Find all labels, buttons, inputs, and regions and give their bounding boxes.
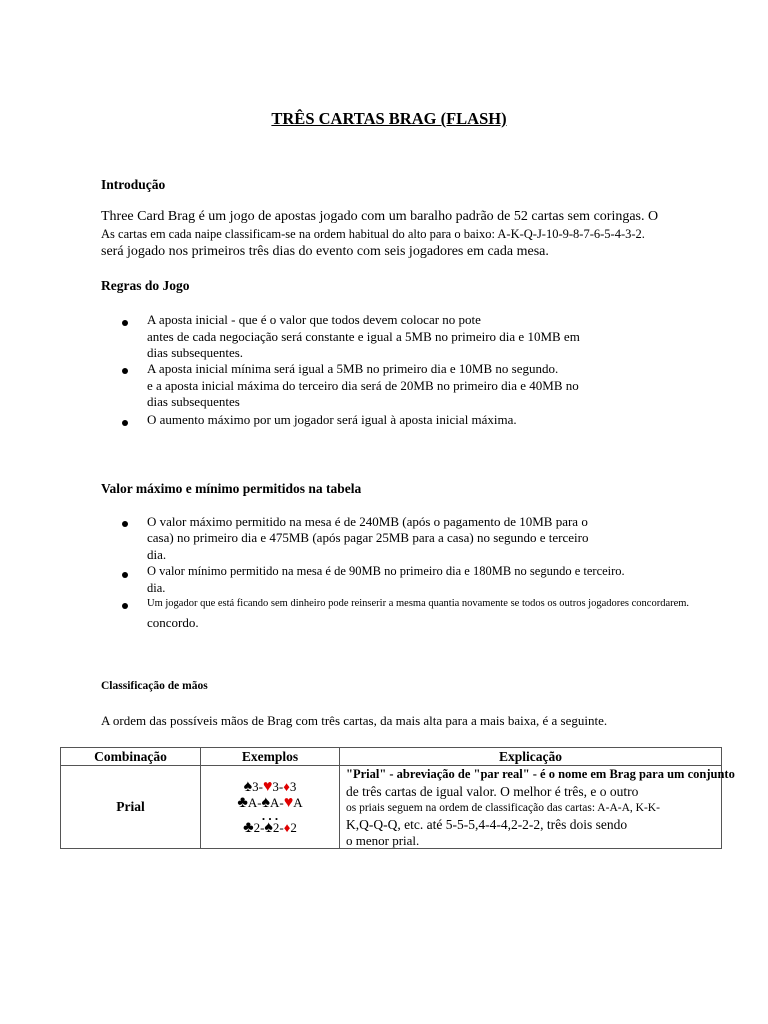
bullet-icon xyxy=(122,420,128,426)
hand-ranking-table xyxy=(60,747,735,849)
card-rank: A- xyxy=(270,794,284,810)
diamond-icon: ♦ xyxy=(283,778,290,794)
bullet-icon xyxy=(122,320,128,326)
intro-line-2: As cartas em cada naipe classificam-se na ordem habitual do alto para o baixo: A-K-Q-J-10-9-8-7-6-5-4-3-2. xyxy=(101,227,645,241)
spade-icon: ♠ xyxy=(243,777,253,795)
heart-icon: ♥ xyxy=(283,793,294,811)
card-rank: 3- xyxy=(272,778,284,794)
example-ellipsis: . . . xyxy=(261,807,279,823)
limits-bullet-3-line-2: concordo. xyxy=(147,615,199,630)
limits-heading: Valor máximo e mínimo permitidos na tabela xyxy=(101,481,362,496)
card-rank: 2- xyxy=(272,819,284,835)
rules-bullet-2-line-2: e a aposta inicial máxima do terceiro dia será de 20MB no primeiro dia e 40MB no xyxy=(147,378,579,393)
explanation-cell xyxy=(340,766,735,849)
explanation-line-5: o menor prial. xyxy=(346,833,420,848)
hands-intro: A ordem das possíveis mãos de Brag com três cartas, da mais alta para a mais baixa, é a seguinte. xyxy=(101,713,608,728)
spade-icon: ♠ xyxy=(264,818,273,836)
limits-bullet-3-line-1: Um jogador que está ficando sem dinheiro pode reinserir a mesma quantia novamente se todos os outros jogadores concordarem. xyxy=(147,598,690,609)
bullet-icon xyxy=(122,603,128,609)
page-title: TRÊS CARTAS BRAG (FLASH) xyxy=(271,109,507,128)
combo-cell: Prial xyxy=(61,766,201,849)
intro-line-1: Three Card Brag é um jogo de apostas jogado com um baralho padrão de 52 cartas sem coringas. O xyxy=(101,209,659,224)
spade-icon: ♠ xyxy=(261,793,271,811)
explanation-line-1: "Prial" - abreviação de "par real" - é o nome em Brag para um conjunto xyxy=(346,767,735,781)
explanation-line-2: de três cartas de igual valor. O melhor é três, e o outro xyxy=(346,784,639,799)
limits-bullet-2-line-1: O valor mínimo permitido na mesa é de 90MB no primeiro dia e 180MB no segundo e terceiro. xyxy=(147,564,625,578)
card-rank: 2 xyxy=(290,819,297,835)
header-combination: Combinação xyxy=(61,748,201,766)
rules-bullet-2-line-1: A aposta inicial mínima será igual a 5MB no primeiro dia e 10MB no segundo. xyxy=(147,361,559,376)
bullet-icon xyxy=(122,368,128,374)
header-examples: Exemplos xyxy=(201,748,340,766)
card-rank: A- xyxy=(247,794,262,810)
card-rank: 3 xyxy=(289,778,297,794)
bullet-icon xyxy=(122,521,128,527)
card-rank: A xyxy=(293,794,303,810)
rules-heading: Regras do Jogo xyxy=(101,278,190,293)
header-explanation: Explicação xyxy=(340,748,722,766)
club-icon: ♣ xyxy=(237,793,248,811)
heart-icon: ♥ xyxy=(262,777,273,795)
limits-bullet-1-line-2: casa) no primeiro dia e 475MB (após pagar 25MB para a casa) no segundo e terceiro xyxy=(147,530,589,545)
table-row xyxy=(61,766,722,849)
explanation-line-3: os priais seguem na ordem de classificação das cartas: A-A-A, K-K- xyxy=(346,802,660,814)
explanation-line-4: K,Q-Q-Q, etc. até 5-5-5,4-4-4,2-2-2, três dois sendo xyxy=(346,817,628,832)
limits-bullet-1-line-1: O valor máximo permitido na mesa é de 240MB (após o pagamento de 10MB para o xyxy=(147,514,588,529)
diamond-icon: ♦ xyxy=(283,819,291,835)
rules-bullet-1-line-2: antes de cada negociação será constante e igual a 5MB no primeiro dia e 10MB em xyxy=(147,329,580,344)
limits-bullet-2-line-2: dia. xyxy=(147,581,166,595)
bullet-icon xyxy=(122,572,128,578)
card-rank: 2- xyxy=(253,819,265,835)
hands-heading: Classificação de mãos xyxy=(101,680,208,692)
card-rank: 3- xyxy=(252,778,263,794)
rules-bullet-2-line-3: dias subsequentes xyxy=(147,394,240,409)
rules-bullet-3-line-1: O aumento máximo por um jogador será igual à aposta inicial máxima. xyxy=(147,412,517,427)
table-header-row xyxy=(61,748,722,766)
examples-cell xyxy=(201,766,340,849)
example-line-1 xyxy=(201,779,339,795)
limits-bullet-1-line-3: dia. xyxy=(147,547,167,562)
rules-bullet-1-line-3: dias subsequentes. xyxy=(147,345,244,360)
intro-heading: Introdução xyxy=(101,177,166,192)
intro-line-3: será jogado nos primeiros três dias do evento com seis jogadores em cada mesa. xyxy=(101,244,549,259)
example-line-4 xyxy=(201,820,339,836)
club-icon: ♣ xyxy=(243,818,254,836)
rules-bullet-1-line-1: A aposta inicial - que é o valor que todos devem colocar no pote xyxy=(147,312,481,327)
